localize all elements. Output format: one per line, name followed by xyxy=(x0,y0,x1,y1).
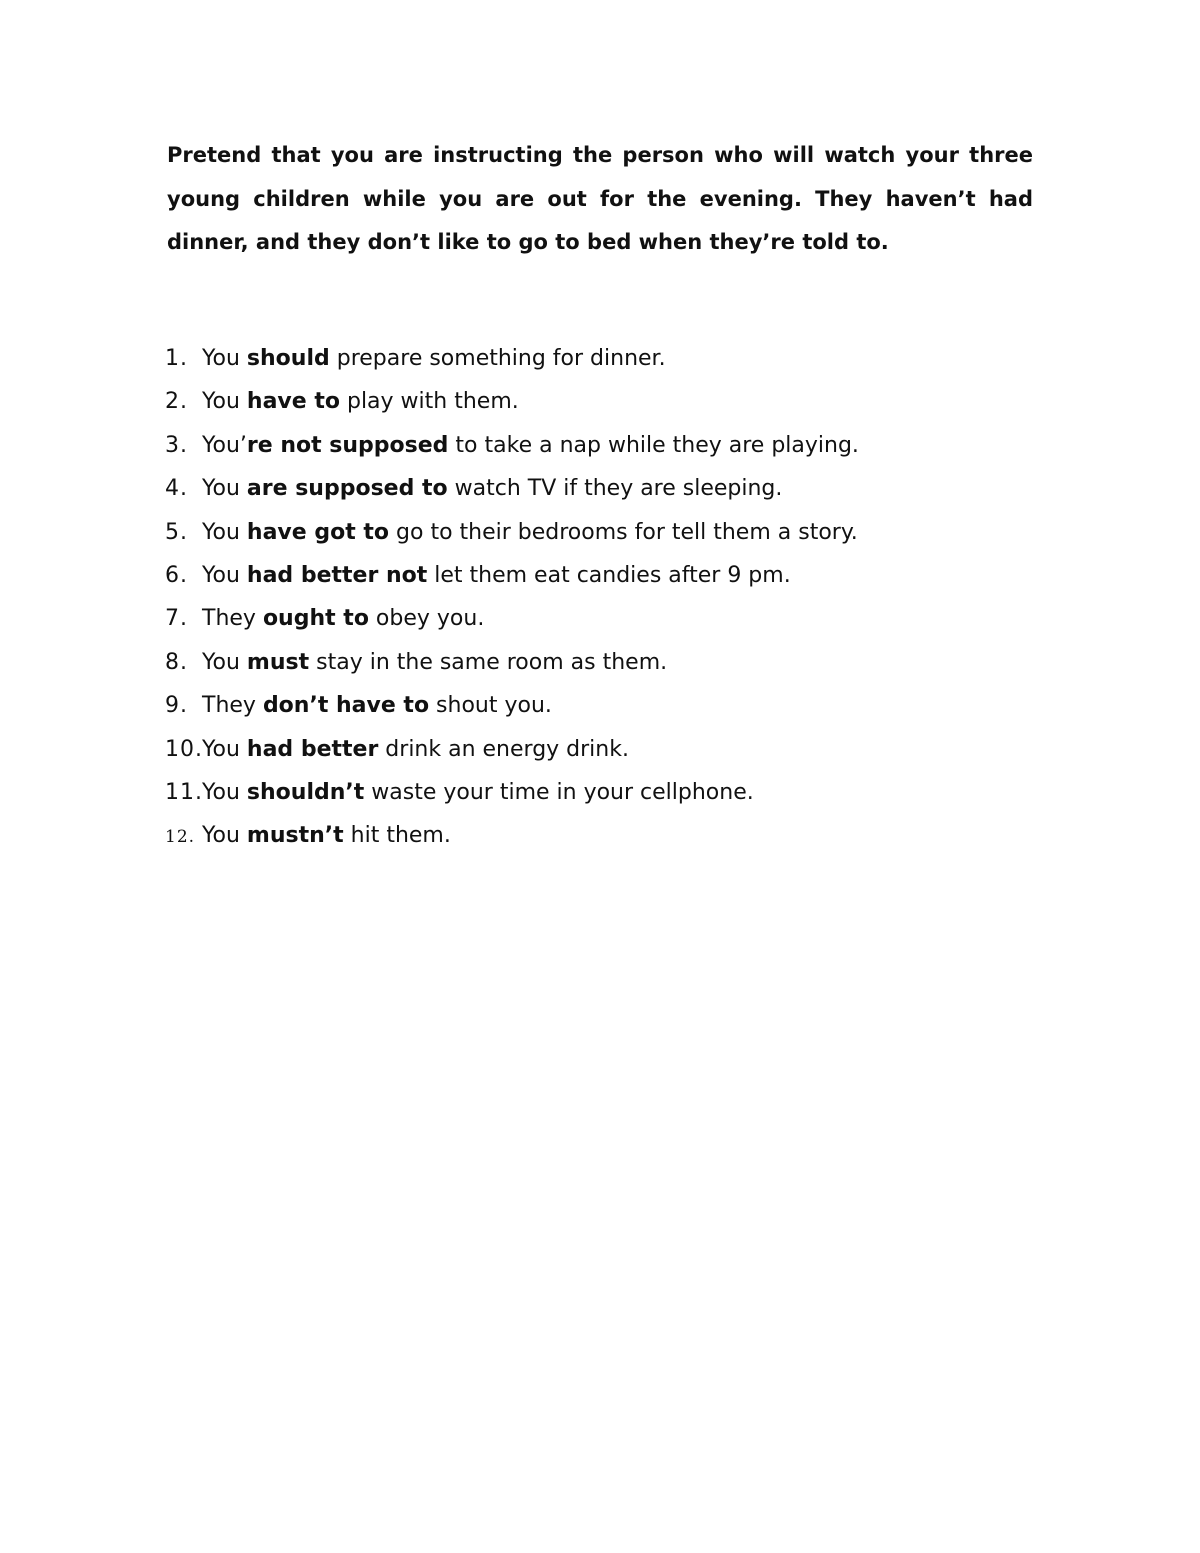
list-item xyxy=(165,380,1065,423)
item-number: 12. xyxy=(165,827,196,848)
item-text-after: go to their bedrooms for tell them a story. xyxy=(389,519,858,545)
item-modal-keyword: had better xyxy=(246,736,379,762)
item-modal-keyword: have to xyxy=(246,389,340,415)
item-sentence xyxy=(202,337,666,380)
item-modal-keyword: mustn’t xyxy=(246,823,344,849)
list-item xyxy=(165,597,1065,640)
instructions-paragraph: Pretend that you are instructing the person who will watch your three young children while you are out for the evening. They haven’t had dinner, and they don’t like to go to bed when they’re told to. xyxy=(167,143,1033,254)
item-modal-keyword: are supposed to xyxy=(246,476,448,502)
item-sentence xyxy=(202,467,782,510)
item-number: 2. xyxy=(165,389,188,415)
item-text-after: drink an energy drink. xyxy=(378,736,629,762)
item-sentence xyxy=(202,597,484,640)
item-number: 1. xyxy=(165,346,188,371)
item-text-before: You xyxy=(202,519,247,545)
sentence-list xyxy=(165,337,1065,858)
item-sentence xyxy=(202,728,629,771)
item-number: 9. xyxy=(165,693,188,719)
item-text-before: You xyxy=(202,736,247,762)
item-text-after: prepare something for dinner. xyxy=(329,346,666,371)
item-number: 3. xyxy=(165,432,188,458)
list-item xyxy=(165,641,1065,684)
item-number: 5. xyxy=(165,519,188,545)
item-text-before: You xyxy=(202,779,247,805)
item-modal-keyword: don’t have to xyxy=(262,693,430,719)
item-text-before: You xyxy=(202,649,247,675)
item-modal-keyword: must xyxy=(246,649,310,675)
list-item xyxy=(165,814,1065,857)
item-sentence xyxy=(202,771,754,814)
item-text-before: You xyxy=(202,562,247,588)
item-text-after: hit them. xyxy=(343,823,451,849)
item-sentence xyxy=(202,814,451,857)
list-item xyxy=(165,728,1065,771)
item-modal-keyword: re not supposed xyxy=(246,432,449,458)
item-number: 10. xyxy=(165,736,203,762)
list-item xyxy=(165,467,1065,510)
item-text-after: stay in the same room as them. xyxy=(309,649,668,675)
item-sentence xyxy=(202,424,859,467)
item-sentence xyxy=(202,380,519,423)
item-number: 8. xyxy=(165,649,188,675)
list-item xyxy=(165,424,1065,467)
item-number: 4. xyxy=(165,476,188,502)
item-sentence xyxy=(202,641,667,684)
item-sentence xyxy=(202,511,858,554)
item-text-before: You xyxy=(202,823,247,849)
list-item xyxy=(165,554,1065,597)
item-text-before: You xyxy=(202,346,247,371)
item-modal-keyword: shouldn’t xyxy=(246,779,365,805)
item-text-before: You xyxy=(202,389,247,415)
item-text-after: play with them. xyxy=(339,389,519,415)
item-number: 11. xyxy=(165,779,203,805)
item-text-before: They xyxy=(202,693,263,719)
item-number: 7. xyxy=(165,606,188,632)
item-text-after: waste your time in your cellphone. xyxy=(364,779,754,805)
item-modal-keyword: have got to xyxy=(246,519,390,545)
item-sentence xyxy=(202,554,791,597)
item-text-after: let them eat candies after 9 pm. xyxy=(427,562,791,588)
list-item xyxy=(165,684,1065,727)
item-text-after: watch TV if they are sleeping. xyxy=(447,476,783,502)
item-text-before: They xyxy=(202,606,263,632)
item-modal-keyword: had better not xyxy=(246,562,428,588)
item-modal-keyword: should xyxy=(246,346,330,371)
item-modal-keyword: ought to xyxy=(262,606,369,632)
item-text-before: You’ xyxy=(202,432,247,458)
list-item xyxy=(165,771,1065,814)
item-text-after: obey you. xyxy=(368,606,485,632)
item-text-before: You xyxy=(202,476,247,502)
item-sentence xyxy=(202,684,552,727)
list-item xyxy=(165,511,1065,554)
item-number: 6. xyxy=(165,562,188,588)
item-text-after: shout you. xyxy=(429,693,552,719)
list-item xyxy=(165,337,1065,380)
item-text-after: to take a nap while they are playing. xyxy=(448,432,859,458)
